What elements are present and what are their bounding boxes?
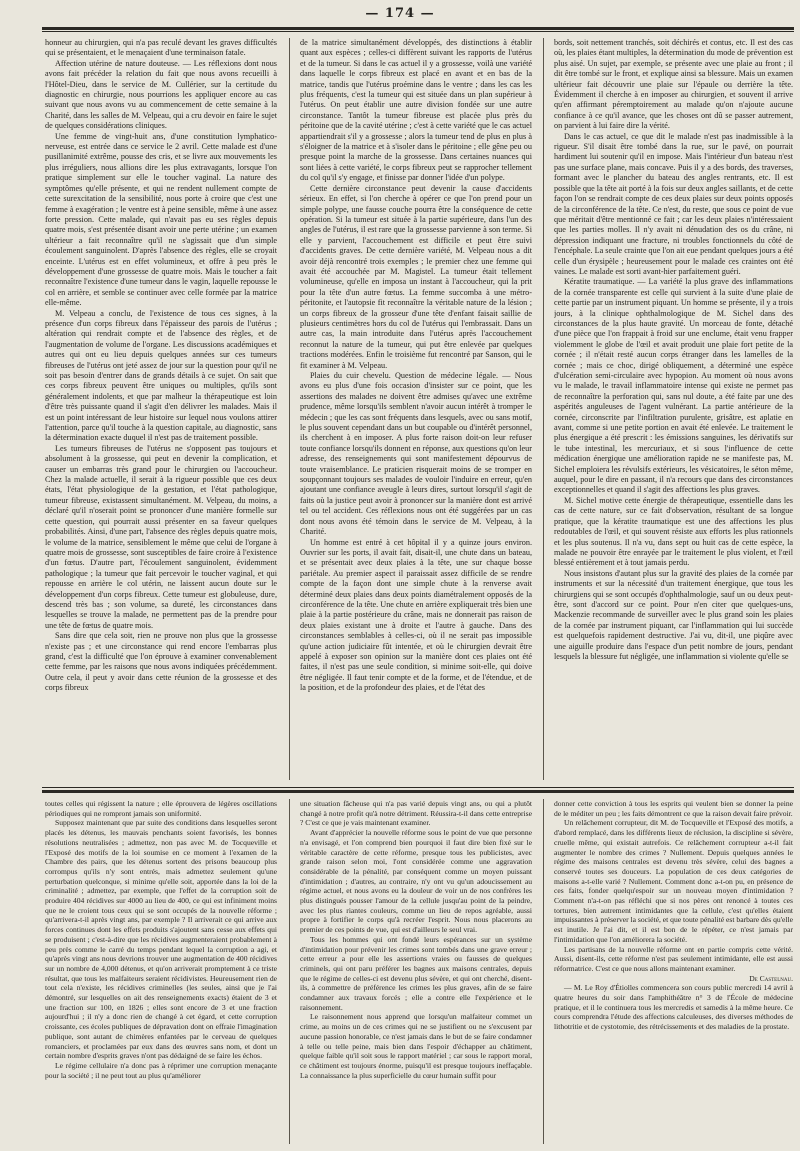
paragraph: Cette dernière circonstance peut devenir la cause d'accidents sérieux. En effet, si l'on cherche à opérer ce que l'on prend pour un simple polype, une fausse couche pourra être la conséquence de cette opération. Si la tumeur est située à la partie supérieure, dans l'un des angles de l'utérus, il est rare que la grossesse parvienne à son terme. Si elle y parvient, l'accouchement est difficile et peut être suivi d'accidents graves. De cette dernière variété, M. Velpeau nous a dit avoir déjà rencontré trois exemples ; le premier chez une femme qui avait été accouchée par M. Magistel. La tumeur était tellement volumineuse, qu'elle en imposa un instant à l'accoucheur, qui la prit pour la tête d'un autre fœtus. La femme succomba à une métro-péritonite, et l'autopsie fit reconnaître la véritable nature de la lésion ; un corps fibreux de la grosseur d'une tête d'enfant faisait saillie de plusieurs centimètres hors du col de l'utérus qui l'embrassait. Dans un autre cas, la main introduite dans l'utérus après l'accouchement reconnut la nature de la tumeur, qui put être enlevée par quelques tractions modérées. Enfin le troisième fut rencontré par Sanson, qui le fit examiner à M. Velpeau.: [300, 183, 532, 370]
paragraph: toutes celles qui régissent la nature ; elle éprouvera de légères oscillations périodiques qui ne rompront jamais son uniformité.: [45, 799, 277, 818]
upper-column-2: [300, 38, 532, 780]
paragraph: de la matrice simultanément développés, des distinctions à établir quant aux espèces ; celles-ci diffèrent suivant les rapports de l'utérus et de la tumeur. Si dans le cas actuel il y a grossesse, voilà une variété dans laquelle le corps fibreux est placé en avant et en bas de la matrice, tandis que l'utérus proémine dans le ventre ; dans les cas les plus fréquents, c'est la tumeur qui est située dans un plan supérieur à l'utérus. On peut établir une autre division fondée sur une autre circonstance. Tantôt la tumeur fibreuse est placée plus près du péritoine que de la cavité utérine ; c'est à cette variété que le cas actuel appartiendrait s'il y a grossesse ; alors la tumeur tend de plus en plus à s'éloigner de la matrice et à s'isoler dans le péritoine ; elle gêne peu ou presque point la marche de la grossesse. Dans certaines nuances qui sont liées à cette variété, le corps fibreux peut se rapprocher tellement du col qu'il s'y engage, et finisse par donner l'idée d'un polype.: [300, 38, 532, 183]
announcement-paragraph: — M. Le Roy d'Étiolles commencera son cours public mercredi 14 avril à quatre heures du soir dans l'amphithéâtre n° 3 de l'École de médecine pratique, et il le continuera tous les mercredis et samedis à la même heure. Ce cours comprendra l'étude des affections calculeuses, des diverses méthodes de lithotritie et de cystotomie, des rétrécissements et des maladies de la prostate.: [554, 983, 793, 1032]
paragraph: Un homme est entré à cet hôpital il y a quinze jours environ. Ouvrier sur les ports, il avait fait, disait-il, une chute dans un bateau, et se présentait avec deux plaies à la tête, une sur chaque bosse pariétale. Au premier aspect il paraissait assez difficile de se rendre compte de la façon dont une simple chute à la renverse avait déterminé deux plaies dans deux points diamétralement opposés de la circonférence de la tête. Une chute en arrière expliquerait très bien une plaie à la partie postérieure du crâne, mais ne donnerait pas raison de deux plaies existant une à droite et l'autre à gauche. Dans des circonstances semblables à celles-ci, où il ne serait pas impossible qu'une action judiciaire fût intentée, et où le chirurgien devrait être appelé à exposer son opinion sur la manière dont ces plaies ont été faites, il n'est pas une seule condition, si minime soit-elle, qui doive être négligée. Il faut tenir compte et de la forme, et de l'étendue, et de la position, et de la profondeur des plaies, et de l'état des: [300, 537, 532, 693]
upper-column-3: [554, 38, 793, 780]
top-double-rule: [42, 27, 794, 32]
section-paragraph-keratite-traumatique: Kératite traumatique. — La variété la plus grave des inflammations de la cornée transparente est celle qui survient à la suite d'une plaie de cette partie par un instrument piquant. Un homme se présente, il y a trois jours, à la clinique ophthalmologique de M. Sichel dans des circonstances de la plus haute gravité. Un morceau de fonte, détaché d'une pièce que l'on frappait à froid sur une enclume, était venu frapper violemment le globe de l'œil et avait produit une plaie fort petite de la cornée ; il n'était resté aucun corps étranger dans les lamelles de la cornée ; mais ce choc, dirigé obliquement, a déterminé une espèce d'ulcération semi-circulaire avec hypopion. Au moment où nous avons vu le malade, le travail inflammatoire intense qui existe ne permet pas de reconnaître la perforation qui, sans nul doute, a été faite par une des aspérités anguleuses de l'agent vulnérant. La partie antérieure de la cornée, circonscrite par l'infiltration purulente, grisâtre, est aplatie en avant, comme si une petite portion en avait été enlevée. Le traitement le plus énergique a été prescrit : les émissions sanguines, les dérivatifs sur le tube intestinal, les mercuriaux, et si sous l'influence de cette médication énergique une amélioration rapide ne se manifeste pas, M. Sichel emploiera les révulsifs extérieurs, les vésicatoires, le séton même, auquel, pour le dire en passant, il n'a recours que dans des circonstances exceptionnelles et quand il s'agit des affections les plus graves.: [554, 277, 793, 495]
upper-column-1: [45, 38, 277, 780]
paragraph: une situation fâcheuse qui n'a pas varié depuis vingt ans, ou qui a plutôt changé à notre profit qu'à notre détriment. Réussira-t-il dans cette entreprise ? C'est ce que je vais maintenant examiner.: [300, 799, 532, 828]
section-paragraph-plaies-cuir-chevelu: Plaies du cuir chevelu. Question de médecine légale. — Nous avons eu plus d'une fois occasion d'insister sur ce point, que les assertions des malades ne doivent être admises qu'avec une extrême prudence, même lorsqu'ils semblent n'avoir aucun intérêt à tromper le médecin ; que les cas sont fréquents dans lesquels, avec ou sans motif, le plus souvent cependant dans un but coupable ou d'intérêt personnel, ils cherchent à en imposer. A plus forte raison doit-on leur refuser toute confiance lorsqu'ils donnent en réponse, aux questions qu'on leur adresse, des renseignements qui sont manifestement dépourvus de toute vraisemblance. Le praticien risquerait moins de se tromper en soupçonnant toujours ses malades de vouloir l'induire en erreur, qu'en ajoutant une confiance aveugle à leurs dires, surtout lorsqu'il s'agit de faits où la justice peut avoir à prononcer sur la manière dont est arrivé tel ou tel accident. Ces réflexions nous ont été suggérées par un cas dont nous avons été témoin dans le service de M. Velpeau, à la Charité.: [300, 371, 532, 537]
lower-column-2: [300, 799, 532, 1144]
paragraph: Sans dire que cela soit, rien ne prouve non plus que la grossesse n'existe pas ; et une circonstance qui rend encore l'embarras plus grand, c'est la difficulté que l'on éprouve à examiner convenablement cette femme, par les raisons que nous avons indiquées précédemment. Outre cela, il peut y avoir dans cette réunion de la grossesse et des corps fibreux: [45, 631, 277, 693]
paragraph: M. Sichel motive cette énergie de thérapeutique, essentielle dans les cas de cette nature, sur ce fait d'observation, résultant de sa longue pratique, que la kératite traumatique est une des affections les plus redoutables de l'œil, et qui souvent résiste aux efforts les plus rationnels et les plus soutenus. Il n'a vu, dans sept ou huit cas de cette espèce, la malade ne pouvoir être enrayée par le traitement le plus violent, et l'œil blessé entièrement et à tout jamais perdu.: [554, 495, 793, 568]
paragraph: honneur au chirurgien, qui n'a pas reculé devant les graves difficultés qui se présentaient, et le menaçaient d'une terminaison fatale.: [45, 38, 277, 58]
paragraph: Supposez maintenant que par suite des conditions dans lesquelles seront placés les détenus, les mauvais penchants soient favorisés, les bonnes résolutions neutralisées ; admettez, non pas avec M. de Tocqueville et l'Exposé des motifs de la loi soumise en ce moment à l'examen de la Chambre des pairs, que les détenus sortent des prisons beaucoup plus corrompus qu'ils n'y sont entrés, mais admettez seulement qu'une perturbation quelconque, si minime qu'elle soit, apportée dans la loi de la criminalité ; admettez, par exemple, que l'effet de la corruption soit de produire 404 récidives sur 4000 au lieu de 400, ce qui est infiniment moins que ne le croient tous ceux qui se sont occupés de la nouvelle réforme ; qu'arrivera-t-il après vingt ans, par exemple ? Il arriverait ce qui arrive aux forces continues dont les effets produits s'ajoutent sans cesse aux effets qui se produisent ; c'est-à-dire que les récidives augmenteraient probablement à peu près comme le carré du temps pendant lequel la corruption a agi, et qu'après vingt ans nous devrions trouver une augmentation de 400 récidives sur un nombre de 4,000 détenus, et qu'on arriverait promptement à ce triste résultat, que tous les malfaiteurs seraient récidivistes. Heureusement rien de tout cela n'existe, les récidives criminelles (les seules, ainsi que je l'ai démontré, sur lesquelles on ait des renseignements exacts) étaient de 3 et une fraction sur 100, en 1826 ; elles sont encore de 3 et une fraction aujourd'hui ; il n'y a donc rien de changé à cet égard, et cette corruption croissante, ces écoles publiques de dépravation dont on effraie l'imagination publique, sont autant de chimères enfantées par le cerveau de quelques romanciers, et proclamées par eux dans des œuvres sans nom, et dont un certain nombre d'esprits graves n'ont pas dédaigné de se faire les échos.: [45, 818, 277, 1061]
paragraph: Le raisonnement nous apprend que lorsqu'un malfaiteur commet un crime, au moins un de ces crimes qui ne se justifient ou ne s'excusent par aucune passion honorable, ce n'est jamais dans le but de se faire condamner à telle ou telle peine, mais bien dans l'espoir d'échapper au châtiment, quelque faible qu'il soit sous le rapport matériel ; car sous le rapport moral, ce châtiment est toujours énorme, puisqu'il est presque toujours ineffaçable. La connaissance la plus superficielle du cœur humain suffit pour: [300, 1012, 532, 1080]
page-number: — 174 —: [365, 6, 435, 21]
paragraph: donner cette conviction à tous les esprits qui veulent bien se donner la peine de le méditer un peu ; les faits démontrent ce que la raison devait faire prévoir.: [554, 799, 793, 818]
lower-column-3: [554, 799, 793, 1144]
column-divider: [543, 38, 544, 780]
column-divider: [289, 38, 290, 780]
lower-column-1: [45, 799, 277, 1144]
paragraph: Avant d'apprécier la nouvelle réforme sous le point de vue que personne n'a envisagé, et l'on comprend bien pourquoi il faut dire bien fixé sur le véritable caractère de cette réforme, presque tous les publicistes, avec grande raison selon moi, l'ont considérée comme une aggravation considérable de la pénalité, par conséquent comme un moyen puissant d'intimidation ; d'autres, au contraire, n'y ont vu qu'un adoucissement au régime actuel, et nous avons eu la douleur de voir un de nos confrères les plus distingués pousser l'amour de la cellule jusqu'au point de la peindre, avec les plus riantes couleurs, comme un lieu de repos agréable, aussi propre à fortifier le corps qu'à recréer l'esprit. Nous nous placerons au premier de ces points de vue, qui est d'ailleurs le seul vrai.: [300, 828, 532, 935]
paragraph: Les partisans de la nouvelle réforme ont en partie compris cette vérité. Aussi, disent-ils, cette réforme n'est pas seulement intimidante, elle est aussi réformatrice. C'est ce que nous allons maintenant examiner.: [554, 944, 793, 973]
paragraph: Nous insistons d'autant plus sur la gravité des plaies de la cornée par instruments et sur la nécessité d'un traitement énergique, que tous les chirurgiens qui se sont occupés d'ophthalmologie, sauf un ou deux peut-être, sont d'accord sur ce point. Pour n'en citer que quelques-uns, Mackenzie recommande de surveiller avec le plus grand soin les plaies de la cornée par instrument piquant, car l'inflammation qui lui succède est quelquefois rapidement destructive. J'ai vu, dit-il, une piqûre avec une aiguille produire dans l'espace d'un petit nombre de jours, pendant lesquels la blessure fut négligée, une inflammation si violente qu'elle se: [554, 568, 793, 661]
column-divider: [543, 799, 544, 1144]
author-signature: De Castelnau.: [749, 973, 793, 983]
paragraph: Les tumeurs fibreuses de l'utérus ne s'opposent pas toujours et absolument à la grossesse, qui peut en devenir la complication, et causer un embarras très grand pour le chirurgien ou l'accoucheur. Chez la malade actuelle, il serait à la rigueur possible que ces deux états, l'état physiologique de la gestation, et l'état pathologique, tumeur fibreuse, existassent simultanément. M. Velpeau, du moins, a déclaré qu'il n'oserait point se prononcer d'une manière formelle sur cette question, qui pourrait aussi présenter en sa faveur quelques probabilités. Ainsi, d'une part, l'absence des règles depuis quatre mois, le volume de la matrice, sensiblement le même que celui de l'organe à quatre mois de grossesse, sont susceptibles de faire croire à l'existence d'un fœtus. D'autre part, l'écoulement sanguinolent, évidemment pathologique ; la tumeur que fait percevoir le toucher vaginal, et qui repousse en arrière le col utérin, ne laissent aucun doute sur le développement d'un corps fibreux. Cette tumeur est globuleuse, dure, descend très bas ; son volume, sa dureté, les circonstances dans lesquelles se trouve la malade, ne permettent pas de la prendre pour une tête de fœtus de quatre mois.: [45, 443, 277, 630]
feuilleton-double-rule: [42, 787, 794, 793]
column-divider: [289, 799, 290, 1144]
paragraph: Dans le cas actuel, ce que dit le malade n'est pas inadmissible à la rigueur. S'il disait être tombé dans la rue, sur le pavé, on pourrait hardiment lui soutenir qu'il en impose. Mais l'intérieur d'un bateau n'est pas une surface plane, mais concave. Puis il y a des bords, des traverses, formant avec le plancher du bateau des angles rentrants, etc. Il est possible que la tête ait porté à la fois sur deux angles saillants, et de cette façon l'on se rendrait compte de ces deux plaies sur deux points opposés de la circonférence de la tête. Ce n'est, du reste, que sous ce point de vue que méritait d'être mentionné ce fait ; car les deux plaies n'intéressaient que les parties molles. Il n'y avait ni dénudation des os du crâne, ni dépression indiquant une fracture, ni troubles fonctionnels du côté de l'encéphale. La seule crainte que l'on ait eue pendant quelques jours a été celle d'un érysipèle ; heureusement pour le malade ces craintes ont été vaines. Le malade est sorti avant-hier parfaitement guéri.: [554, 131, 793, 276]
section-paragraph-affection-uterine: Affection utérine de nature douteuse. — Les réflexions dont nous avons fait précéder la relation du fait que nous avons recueilli à l'Hôtel-Dieu, dans le service de M. Cullérier, sur la certitude du diagnostic en chirurgie, nous pourrions les appliquer encore au cas suivant que nous avons vu au commencement de cette semaine à la Charité, dans les salles de M. Velpeau, qui a cru devoir en faire le sujet de quelques considérations cliniques.: [45, 58, 277, 131]
paragraph: Tous les hommes qui ont fondé leurs espérances sur un système d'intimidation pour prévenir les crimes sont tombés dans une grave erreur ; cette erreur a pour elle les assertions vraies ou fausses de quelques criminels, qui ont paru préférer les bagnes aux maisons centrales, depuis que le régime de celles-ci est devenu plus sévère, et qui ont cherché, disent-ils, à commettre de préférence les crimes les plus graves, afin de se faire condamner aux travaux forcés ; elle a contre elle l'expérience et le raisonnement.: [300, 934, 532, 1012]
paragraph: M. Velpeau a conclu, de l'existence de tous ces signes, à la présence d'un corps fibreux dans l'épaisseur des parois de l'utérus ; altération qui rendrait compte et de l'absence des règles, et de l'augmentation de volume de l'organe. Les discussions académiques et autres qui ont eu lieu depuis quelques années sur ces tumeurs fibreuses de l'utérus ont jeté assez de jour sur la question pour qu'il ne soit pas besoin d'entrer dans de grands détails à ce sujet. On sait que ces corps fibreux peuvent être uniques ou multiples, qu'ils sont généralement indolents, et que par malheur la thérapeutique est loin d'être très puissante quand il s'agit d'en délivrer les malades. Mais il est un point intéressant de leur histoire sur lequel nous voulons attirer l'attention, parce qu'il touche à la question capitale, au diagnostic, sans la détermination exacte duquel il n'est pas de traitement possible.: [45, 308, 277, 443]
paragraph: Le régime cellulaire n'a donc pas à réprimer une corruption menaçante pour la société ; il ne peut tout au plus qu'améliorer: [45, 1060, 277, 1080]
paragraph: bords, soit nettement tranchés, soit déchirés et contus, etc. Il est des cas où, les plaies étant multiples, la détermination du mode de prévention est plus aisé. Un sujet, par exemple, se présente avec une plaie au front ; il dit être tombé sur le front, et explique ainsi sa blessure. Mais un examen ultérieur fait découvrir une plaie sur l'épaule ou derrière la tête. Évidemment il cherche à en imposer au chirurgien, et souvent il arrive qu'en affirmant péremptoirement au malade qu'on n'ajoute aucune confiance à ce qu'il avance, que les choses ont dû se passer autrement, on parvient à lui faire dire la vérité.: [554, 38, 793, 131]
paragraph: Un relâchement corrupteur, dit M. de Tocqueville et l'Exposé des motifs, a d'abord remplacé, dans les différents lieux de réclusion, la discipline si sévère, cruelle même, qui existait autrefois. Ce relâchement corrupteur a-t-il fait augmenter le nombre des crimes ? Nullement. Depuis quelques années le régime des maisons centrales est devenu très sévère, celui des bagnes a conservé toutes ses douceurs. La population de ces deux catégories de maisons a-t-elle varié ? Nullement. Comment donc a-t-on pu, en présence de ces faits, fonder quelqu'espoir sur un nouveau moyen d'intimidation ? Comment n'a-t-on pas réfléchi que si nos pères ont renoncé à toutes ces tortures, bien autrement intimidantes que la cellule, c'est qu'elles étaient impuissantes à préserver la société, et que toute pénalité est barbare dès qu'elle est inutile. Je l'ai dit, et il est bon de le répéter, ce n'est jamais par l'intimidation que l'on améliorera la société.: [554, 818, 793, 944]
paragraph: Une femme de vingt-huit ans, d'une constitution lymphatico-nerveuse, est entrée dans ce service le 2 avril. Cette malade est d'une pusillanimité extrême, pousse des cris, et se livre aux mouvements les plus irréguliers, nous allions dire les plus extravagants, lorsque l'on pratique simplement sur elle le toucher vaginal. La nature des symptômes qu'elle présente, et qui ne rendent nullement compte de cette surexcitation de la sensibilité, nous porte à croire que c'est une femme à exagération ; le ventre est à peine sensible, même à une assez forte pression. Cette malade, qui n'avait pas eu ses règles depuis quatre mois, s'est présentée disant avoir une perte utérine ; un examen ultérieur a fait reconnaître qu'il ne s'agissait que d'un simple écoulement sanguinolent. D'après l'absence des règles, elle se croyait enceinte. L'utérus est en effet volumineux, et offre à peu près le développement d'une grossesse de quatre mois. Mais le toucher a fait reconnaître l'existence d'une tumeur dans le vagin, laquelle repousse le col en arrière, et semble se continuer avec celle formée par la matrice elle-même.: [45, 131, 277, 308]
